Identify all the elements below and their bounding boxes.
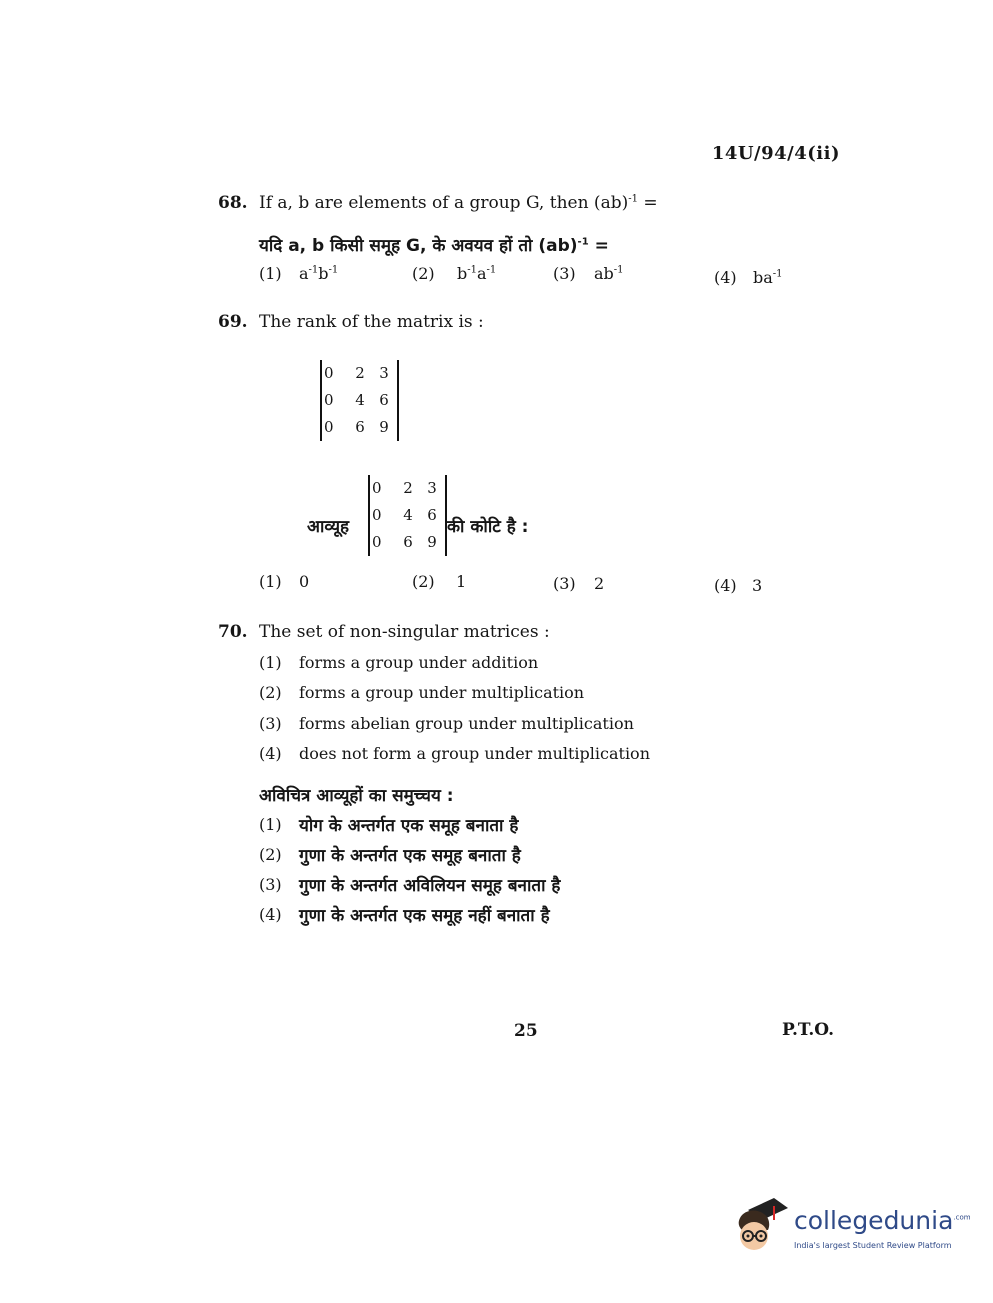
q70-hi-option-1-number: (1): [259, 815, 282, 834]
q70-hi-option-4-number: (4): [259, 905, 282, 924]
q68-option-3-number: (3): [553, 264, 576, 283]
logo-tagline: India's largest Student Review Platform: [794, 1241, 952, 1250]
matrix-cell: 9: [427, 533, 437, 551]
q69-option-1-number: (1): [259, 572, 282, 591]
paper-code: 14U/94/4(ii): [711, 143, 840, 164]
q69-hindi-suffix: की कोटि है :: [447, 517, 529, 537]
matrix-cell: 4: [403, 506, 413, 524]
matrix-cell: 3: [427, 479, 437, 497]
matrix-cell: 6: [427, 506, 437, 524]
q70-option-2-number: (2): [259, 683, 282, 702]
q70-option-4-number: (4): [259, 744, 282, 763]
q68-option-4-number: (4): [714, 268, 737, 287]
q68-option-1-value: $a^{-1}b^{-1}$: [299, 264, 339, 283]
matrix-cell: 0: [372, 533, 382, 551]
question-69-text-en: The rank of the matrix is :: [259, 312, 484, 332]
q69-option-1-value: 0: [299, 572, 310, 591]
matrix-cell: 6: [403, 533, 413, 551]
pto-label: P.T.O.: [782, 1020, 834, 1040]
logo-name: collegedunia$^{.com}$: [794, 1206, 971, 1235]
matrix-cell: 2: [403, 479, 413, 497]
q69-option-3-value: 2: [594, 574, 605, 593]
q70-hi-option-3-text: गुणा के अन्तर्गत अविलियन समूह बनाता है: [299, 876, 561, 896]
q70-option-4-text: does not form a group under multiplication: [299, 744, 650, 763]
question-68-number: 68.: [218, 193, 248, 213]
matrix-cell: 2: [355, 364, 365, 382]
q70-hi-option-2-text: गुणा के अन्तर्गत एक समूह बनाता है: [299, 846, 521, 866]
q70-option-3-text: forms abelian group under multiplication: [299, 714, 634, 733]
mascot-icon: [734, 1196, 792, 1254]
q68-option-2-number: (2): [412, 264, 435, 283]
matrix-cell: 6: [379, 391, 389, 409]
q70-hi-option-1-text: योग के अन्तर्गत एक समूह बनाता है: [299, 816, 519, 836]
q70-hi-option-3-number: (3): [259, 875, 282, 894]
q70-hindi-text: अविचित्र आव्यूहों का समुच्चय :: [259, 786, 454, 806]
q70-hi-option-4-text: गुणा के अन्तर्गत एक समूह नहीं बनाता है: [299, 906, 550, 926]
q68-option-4-value: $ba^{-1}$: [753, 268, 783, 287]
q68-option-2-value: $b^{-1}a^{-1}$: [457, 264, 497, 283]
q68-option-1-number: (1): [259, 264, 282, 283]
matrix-cell: 0: [372, 506, 382, 524]
q69-option-3-number: (3): [553, 574, 576, 593]
collegedunia-logo: [734, 1196, 971, 1266]
matrix-cell: 0: [324, 391, 334, 409]
q69-hindi-prefix: आव्यूह: [307, 517, 350, 537]
q70-option-2-text: forms a group under multiplication: [299, 683, 585, 702]
matrix-cell: 3: [379, 364, 389, 382]
question-68-text-hi: यदि a, b किसी समूह G, के अवयव हों तो (ab)$^{-1}$ =: [259, 236, 609, 256]
question-68-text-en: If a, b are elements of a group G, then (ab)$^{-1}$ =: [259, 193, 658, 213]
q69-option-2-value: 1: [456, 572, 467, 591]
matrix-cell: 4: [355, 391, 365, 409]
matrix-cell: 0: [324, 418, 334, 436]
q70-option-1-text: forms a group under addition: [299, 653, 539, 672]
question-69-number: 69.: [218, 312, 248, 332]
page-number: 25: [514, 1021, 538, 1041]
q70-option-1-number: (1): [259, 653, 282, 672]
question-70-text-en: The set of non-singular matrices :: [259, 622, 550, 642]
q69-option-2-number: (2): [412, 572, 435, 591]
q70-hi-option-2-number: (2): [259, 845, 282, 864]
q69-matrix-en: [320, 360, 399, 441]
matrix-cell: 9: [379, 418, 389, 436]
q69-option-4-number: (4): [714, 576, 737, 595]
matrix-cell: 0: [372, 479, 382, 497]
matrix-cell: 6: [355, 418, 365, 436]
q69-matrix-hi: [368, 475, 447, 556]
q70-option-3-number: (3): [259, 714, 282, 733]
q68-option-3-value: $ab^{-1}$: [594, 264, 624, 283]
question-70-number: 70.: [218, 622, 248, 642]
matrix-cell: 0: [324, 364, 334, 382]
q69-option-4-value: 3: [752, 576, 763, 595]
